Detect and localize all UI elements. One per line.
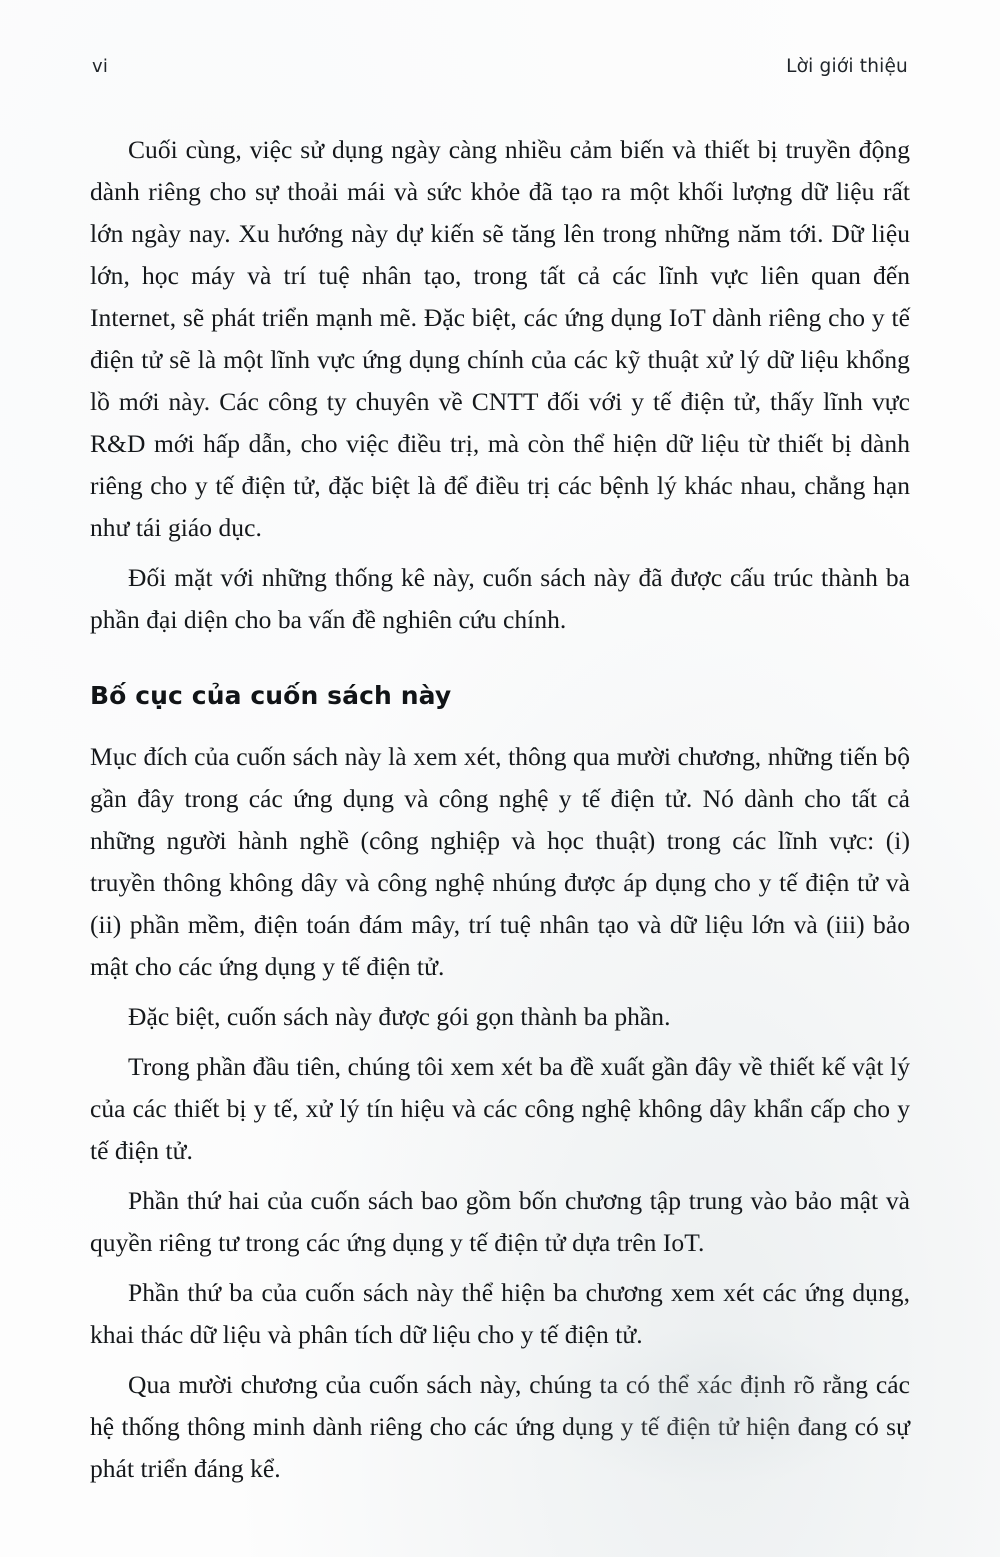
section-paragraph-4: Phần thứ hai của cuốn sách bao gồm bốn chương tập trung vào bảo mật và quyền riêng tư trong các ứng dụng y tế điện tử dựa trên IoT.	[90, 1186, 910, 1257]
section-heading: Bố cục của cuốn sách này	[90, 681, 452, 710]
section-paragraph-6: Qua mười chương của cuốn sách này, chúng ta có thể xác định rõ rằng các hệ thống thông minh dành riêng cho các ứng dụng y tế điện tử hiện đang có sự phát triển đáng kể.	[90, 1370, 910, 1483]
page-number: vi	[92, 56, 109, 77]
paragraph-2: Đối mặt với những thống kê này, cuốn sách này đã được cấu trúc thành ba phần đại diện cho ba vấn đề nghiên cứu chính.	[90, 563, 910, 634]
section-paragraph-5: Phần thứ ba của cuốn sách này thể hiện ba chương xem xét các ứng dụng, khai thác dữ liệu và phân tích dữ liệu cho y tế điện tử.	[90, 1278, 910, 1349]
running-head	[90, 56, 910, 77]
section-paragraph-2: Đặc biệt, cuốn sách này được gói gọn thành ba phần.	[128, 1002, 671, 1031]
section-paragraph-3: Trong phần đầu tiên, chúng tôi xem xét ba đề xuất gần đây về thiết kế vật lý của các thiết bị y tế, xử lý tín hiệu và các công nghệ không dây khẩn cấp cho y tế điện tử.	[90, 1052, 910, 1165]
paragraph-1: Cuối cùng, việc sử dụng ngày càng nhiều cảm biến và thiết bị truyền động dành riêng cho sự thoải mái và sức khỏe đã tạo ra một khối lượng dữ liệu rất lớn ngày nay. Xu hướng này dự kiến sẽ tăng lên trong những năm tới. Dữ liệu lớn, học máy và trí tuệ nhân tạo, trong tất cả các lĩnh vực liên quan đến Internet, sẽ phát triển mạnh mẽ. Đặc biệt, các ứng dụng IoT dành riêng cho y tế điện tử sẽ là một lĩnh vực ứng dụng chính của các kỹ thuật xử lý dữ liệu khổng lồ mới này. Các công ty chuyên về CNTT đối với y tế điện tử, thấy lĩnh vực R&D mới hấp dẫn, cho việc điều trị, mà còn thể hiện dữ liệu từ thiết bị dành riêng cho y tế điện tử, đặc biệt là để điều trị các bệnh lý khác nhau, chẳng hạn như tái giáo dục.	[90, 135, 910, 542]
section-paragraph-1: Mục đích của cuốn sách này là xem xét, thông qua mười chương, những tiến bộ gần đây trong các ứng dụng và công nghệ y tế điện tử. Nó dành cho tất cả những người hành nghề (công nghiệp và học thuật) trong các lĩnh vực: (i) truyền thông không dây và công nghệ nhúng được áp dụng cho y tế điện tử và (ii) phần mềm, điện toán đám mây, trí tuệ nhân tạo và dữ liệu lớn và (iii) bảo mật cho các ứng dụng y tế điện tử.	[90, 742, 910, 981]
chapter-title: Lời giới thiệu	[786, 56, 908, 77]
